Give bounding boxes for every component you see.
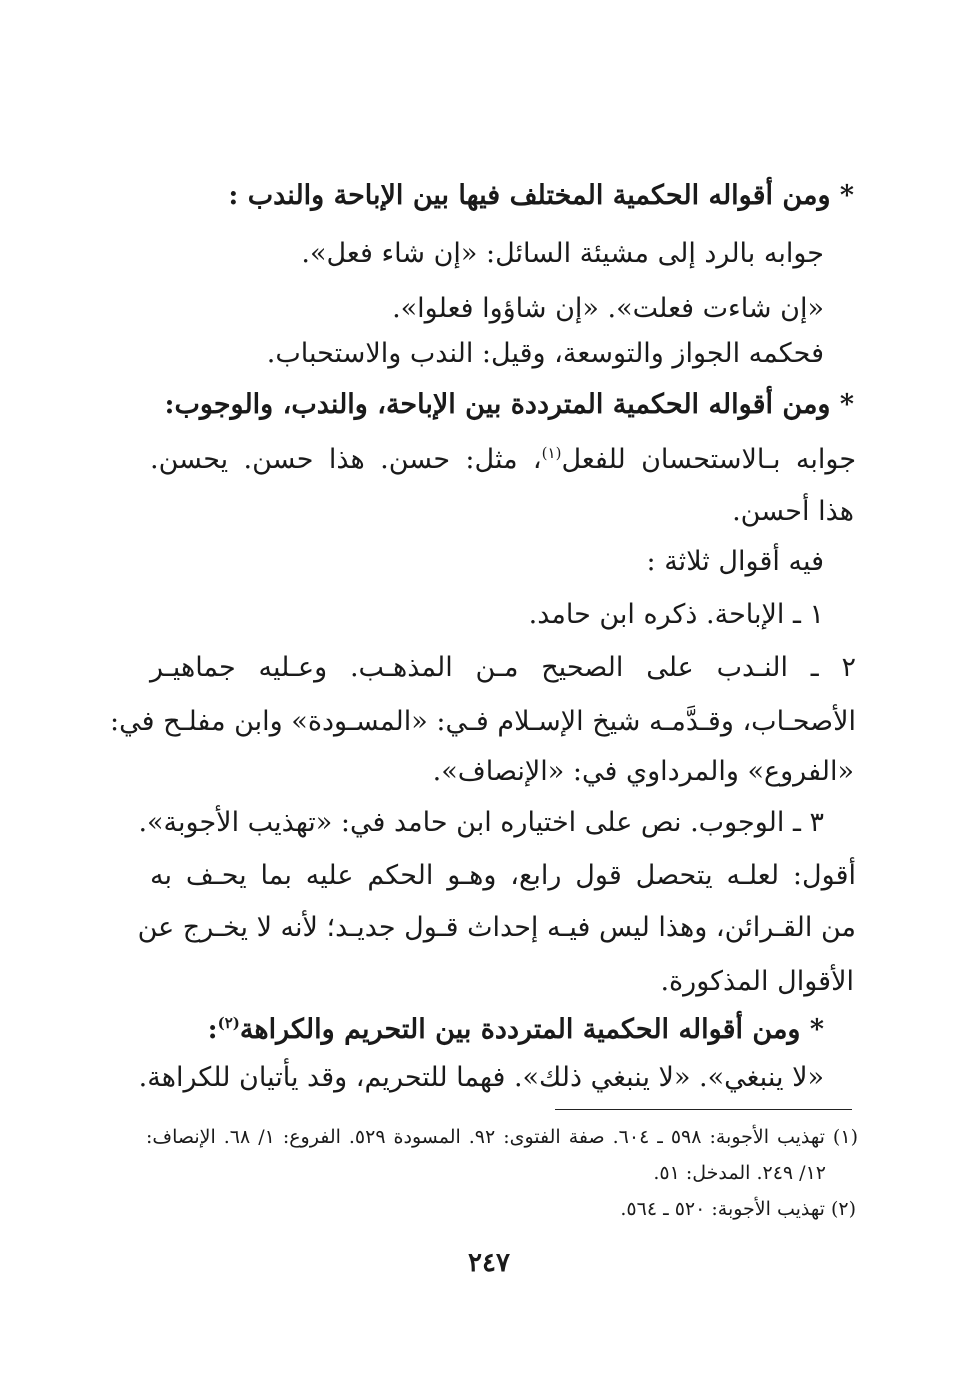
footnote-2: (٢) تهذيب الأجوبة: ٥٢٠ ـ ٥٦٤. [620,1198,856,1220]
heading-prohibition-dislike [124,1010,824,1050]
footnote-marker-2: (٢) [217,1014,240,1032]
text-line: «إن شاءت فعلت». «إن شاؤوا فعلوا». [392,293,824,324]
text-line: «لا ينبغي». «لا ينبغي ذلك». فهما للتحريم، وقد يأتيان للكراهة. [138,1062,824,1093]
footnote-separator [555,1109,852,1110]
text-line: جوابه بالرد إلى مشيئة السائل: «إن شاء فعل». [301,238,824,269]
list-item-2: ٢ ـ النـدب على الصحيح مـن المذهـب. وعـليه جماهيـر [150,652,856,683]
text-line-with-footnote [150,440,856,480]
list-item-1: ١ ـ الإباحة. ذكره ابن حامد. [528,599,824,630]
page-number: ٢٤٧ [468,1248,510,1278]
text-segment: * ومن أقواله الحكمية المترددة بين التحريم والكراهة [239,1014,824,1045]
text-line: الأصحـاب، وقـدَّمـه شيخ الإسـلام فـي: «المسـودة» وابن مفلـح في: [110,706,856,737]
text-line: هذا أحسن. [732,496,854,527]
footnote-marker-1: (١) [541,444,562,462]
text-line: أقول: لعلـه يتحصل قول رابع، وهـو الحكم عليه بما يحـف به [150,860,856,891]
heading-permissibility-recommendation-obligation: * ومن أقواله الحكمية المترددة بين الإباحة، والندب، والوجوب: [164,389,854,420]
text-segment: ، مثل: حسن. هذا حسن. يحسن. [150,444,542,475]
text-line: الأقوال المذكورة. [660,966,854,997]
footnote-1: (١) تهذيب الأجوبة: ٥٩٨ ـ ٦٠٤. صفة الفتوى: ٩٢. المسودة ٥٢٩. الفروع: ١/ ٦٨. الإنصاف: [146,1126,858,1148]
text-line: فحكمه الجواز والتوسعة، وقيل: الندب والاستحباب. [266,338,824,369]
text-segment: : [207,1014,218,1045]
text-segment: جوابه بـالاستحسان للفعل [561,444,857,475]
heading-permissibility-recommendation: * ومن أقواله الحكمية المختلف فيها بين الإباحة والندب : [228,180,854,211]
list-item-3: ٣ ـ الوجوب. نص على اختياره ابن حامد في: «تهذيب الأجوبة». [138,807,824,838]
text-line: من القـرائن، وهذا ليس فيـه إحداث قـول جديـد؛ لأنه لا يخـرج عن [137,912,856,943]
text-line: «الفروع» والمرداوي في: «الإنصاف». [432,756,854,787]
text-line: فيه أقوال ثلاثة : [646,546,824,577]
footnote-1-continued: ١٢/ ٢٤٩. المدخل: ٥١. [653,1162,826,1184]
